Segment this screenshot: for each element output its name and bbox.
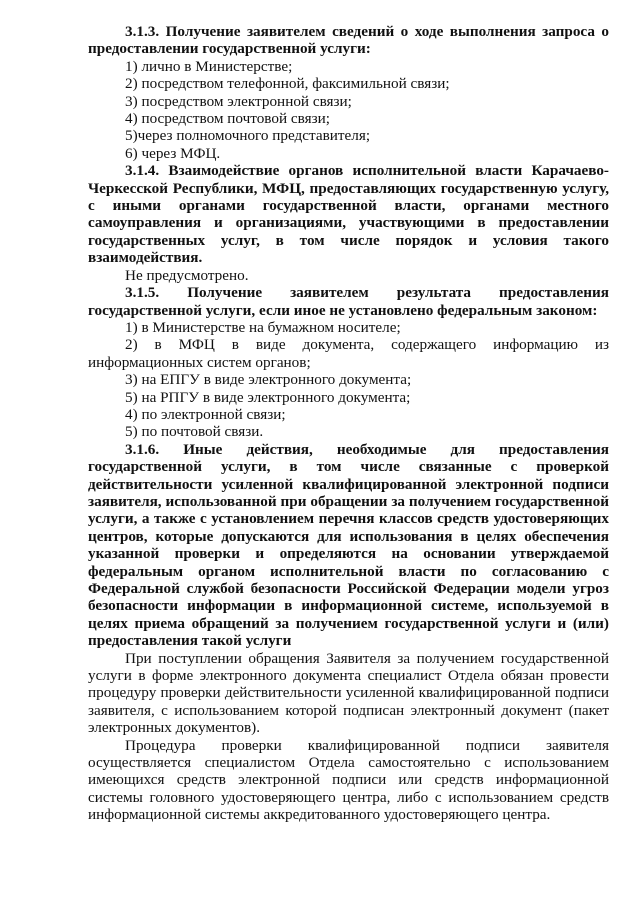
section-3-1-6-line: предоставления такой услуги [88, 632, 292, 650]
list-item: 4) по электронной связи; [125, 405, 286, 423]
paragraph-line: информационной системы аккредитованного удостоверяющего центра. [88, 806, 551, 824]
paragraph-line: имеющихся средств электронной подписи или средств информационной [88, 771, 609, 789]
paragraph-line: системы головного удостоверяющего центра, либо с использованием средств [88, 788, 609, 806]
paragraph-line: процедуру проверки действительности усиленной квалифицированной подписи [88, 684, 609, 702]
paragraph-line: услуги в форме электронного документа специалист Отдела обязан провести [88, 667, 609, 685]
section-3-1-3-heading-line-1: 3.1.3. Получение заявителем сведений о ходе выполнения запроса о [125, 23, 609, 40]
section-3-1-4-note: Не предусмотрено. [125, 266, 249, 284]
section-3-1-6-line: федеральным органом исполнительной власти по согласованию с [88, 562, 609, 580]
section-3-1-5-line: 3.1.5. Получение заявителем результата предоставления [125, 284, 609, 302]
document-page [88, 23, 609, 824]
list-item: 6) через МФЦ. [125, 144, 221, 162]
section-3-1-3-heading-line-2: предоставлении государственной услуги: [88, 40, 371, 58]
paragraph-line: Процедура проверки квалифицированной подписи заявителя [125, 736, 609, 754]
paragraph-line: заявителя, с использованием которой подписан электронный документ (пакет [88, 701, 609, 719]
section-3-1-4-line: с иными органами государственной власти, органами местного [88, 197, 609, 215]
section-3-1-4-line: Черкесской Республики, МФЦ, предоставляющих государственную услугу, [88, 179, 609, 197]
list-item: 3) посредством электронной связи; [125, 92, 352, 110]
list-item-continuation: информационных систем органов; [88, 353, 311, 371]
section-3-1-4-line: 3.1.4. Взаимодействие органов исполнительной власти Карачаево- [125, 162, 609, 180]
list-item: 5) на РПГУ в виде электронного документа; [125, 388, 411, 406]
list-item: 2) посредством телефонной, факсимильной связи; [125, 75, 450, 93]
section-3-1-6-line: действительности усиленной квалифицированной электронной подписи [88, 475, 609, 493]
section-3-1-6-line: государственной услуги, в том числе связанные с проверкой [88, 458, 609, 476]
list-item: 4) посредством почтовой связи; [125, 110, 330, 128]
section-3-1-4-line: государственных услуг, в том числе порядок и условия такого [88, 231, 609, 249]
section-3-1-4-line: самоуправления и организациями, участвующими в предоставлении [88, 214, 609, 232]
list-item: 5)через полномочного представителя; [125, 127, 371, 145]
section-3-1-6-line: безопасности информации в информационной системе, используемой в [88, 597, 609, 615]
section-3-1-6-line: 3.1.6. Иные действия, необходимые для предоставления [125, 440, 609, 458]
section-3-1-6-line: Федеральной службой безопасности Российской Федерации модели угроз [88, 580, 609, 597]
list-item: 1) лично в Министерстве; [125, 57, 293, 75]
section-3-1-6-line: центров, которые допускаются для использования в целях обеспечения [88, 527, 609, 545]
section-3-1-6-line: указанной проверки и определяются на основании утверждаемой [88, 545, 609, 563]
section-3-1-5-line: государственной услуги, если иное не установлено федеральным законом: [88, 301, 598, 319]
list-item: 3) на ЕПГУ в виде электронного документа; [125, 371, 412, 389]
paragraph-line: При поступлении обращения Заявителя за получением государственной [125, 649, 609, 667]
list-item: 2) в МФЦ в виде документа, содержащего информацию из [125, 336, 609, 354]
section-3-1-6-line: услуги, а также с установлением перечня классов средств удостоверяющих [88, 510, 609, 528]
paragraph-line: электронных документов). [88, 719, 261, 737]
section-3-1-6-line: заявителя, использованной при обращении за получением государственной [88, 492, 609, 510]
section-3-1-6-line: целях приема обращений за получением государственной услуги и (или) [88, 614, 609, 632]
paragraph-line: осуществляется специалистом Отдела самостоятельно с использованием [88, 754, 609, 772]
list-item: 5) по почтовой связи. [125, 423, 264, 441]
section-3-1-4-line: взаимодействия. [88, 249, 203, 267]
list-item: 1) в Министерстве на бумажном носителе; [125, 318, 401, 336]
